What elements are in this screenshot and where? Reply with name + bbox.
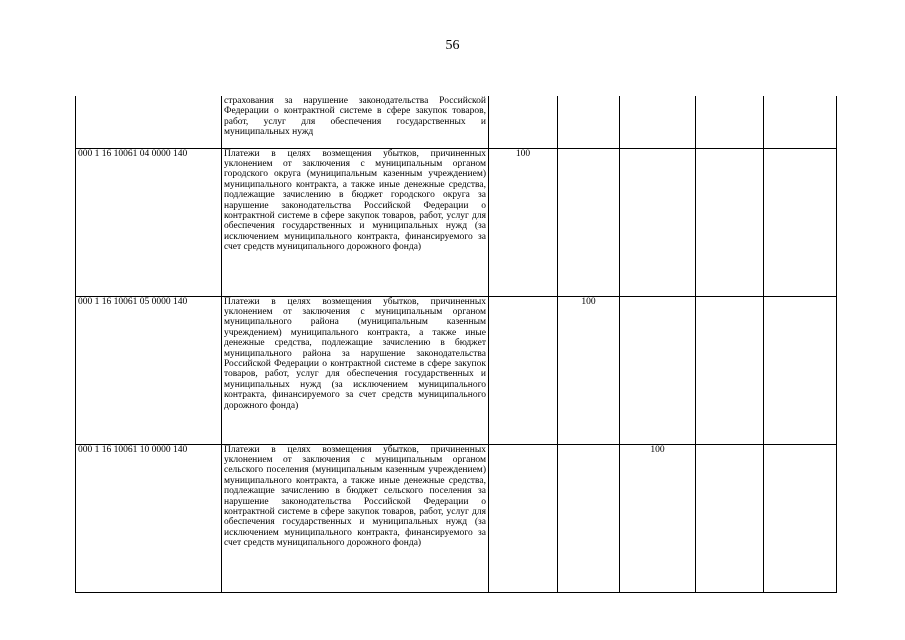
budget-code-cell: 000 1 16 10061 05 0000 140 xyxy=(76,296,222,444)
table-row xyxy=(76,148,837,296)
value-cell xyxy=(489,444,558,592)
value-cell xyxy=(696,444,764,592)
value-cell xyxy=(558,148,620,296)
value-cell xyxy=(558,96,620,148)
value-cell xyxy=(620,148,696,296)
description-cell: Платежи в целях возмещения убытков, причиненных уклонением от заключения с муниципальным органом муниципального района (муниципальным казенным учреждением) муниципального контракта, а также иные денежные средства, подлежащие зачислению в бюджет муниципального района за нарушение законодательства Российской Федерации о контрактной системе в сфере закупок товаров, работ, услуг для обеспечения государственных и муниципальных нужд (за исключением муниципального контракта, финансируемого за счет средств муниципального дорожного фонда) xyxy=(222,296,489,444)
description-cell: страхования за нарушение законодательства Российской Федерации о контрактной системе в сфере закупок товаров, работ, услуг для обеспечения государственных и муниципальных нужд xyxy=(222,96,489,148)
value-cell xyxy=(489,96,558,148)
value-cell xyxy=(764,296,837,444)
table-row xyxy=(76,444,837,592)
value-cell xyxy=(696,148,764,296)
value-cell xyxy=(696,296,764,444)
value-cell xyxy=(558,444,620,592)
description-cell: Платежи в целях возмещения убытков, причиненных уклонением от заключения с муниципальным органом городского округа (муниципальным казенным учреждением) муниципального контракта, а также иные денежные средства, подлежащие зачислению в бюджет городского округа за нарушение законодательства Российской Федерации о контрактной системе в сфере закупок товаров, работ, услуг для обеспечения государственных и муниципальных нужд (за исключением муниципального контракта, финансируемого за счет средств муниципального дорожного фонда) xyxy=(222,148,489,296)
value-cell xyxy=(620,96,696,148)
value-cell xyxy=(764,148,837,296)
value-cell xyxy=(696,96,764,148)
page-number: 56 xyxy=(445,38,460,53)
value-cell: 100 xyxy=(620,444,696,592)
table-row xyxy=(76,296,837,444)
revenue-table xyxy=(75,96,837,593)
description-cell: Платежи в целях возмещения убытков, причиненных уклонением от заключения с муниципальным органом сельского поселения (муниципальным казенным учреждением) муниципального контракта, а также иные денежные средства, подлежащие зачислению в бюджет сельского поселения за нарушение законодательства Российской Федерации о контрактной системе в сфере закупок товаров, работ, услуг для обеспечения государственных и муниципальных нужд (за исключением муниципального контракта, финансируемого за счет средств муниципального дорожного фонда) xyxy=(222,444,489,592)
value-cell xyxy=(764,96,837,148)
value-cell xyxy=(764,444,837,592)
value-cell xyxy=(620,296,696,444)
value-cell xyxy=(489,296,558,444)
budget-code-cell: 000 1 16 10061 10 0000 140 xyxy=(76,444,222,592)
budget-code-cell: 000 1 16 10061 04 0000 140 xyxy=(76,148,222,296)
value-cell: 100 xyxy=(558,296,620,444)
value-cell: 100 xyxy=(489,148,558,296)
budget-code-cell xyxy=(76,96,222,148)
table-row xyxy=(76,96,837,148)
